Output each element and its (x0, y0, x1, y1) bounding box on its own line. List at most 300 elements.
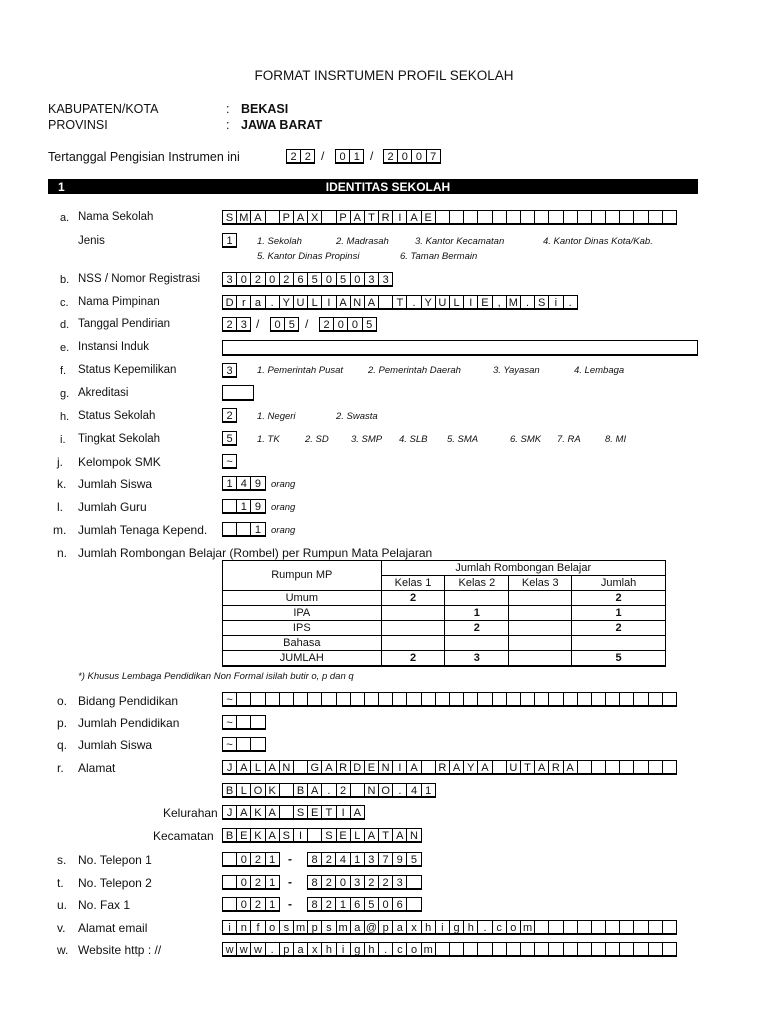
char-cell[interactable]: B (222, 828, 237, 843)
char-cell[interactable]: . (265, 295, 280, 310)
char-cell[interactable]: 5 (284, 317, 299, 332)
char-cell[interactable] (222, 522, 237, 537)
char-cell[interactable] (406, 692, 421, 707)
char-cell[interactable] (336, 692, 351, 707)
char-cell[interactable] (591, 760, 606, 775)
char-cell[interactable]: 2 (279, 272, 294, 287)
char-cell[interactable]: 8 (307, 875, 322, 890)
char-cell[interactable]: 2 (383, 149, 398, 164)
char-cell[interactable]: L (250, 760, 265, 775)
char-cell[interactable]: A (236, 805, 251, 820)
char-cell[interactable]: s (321, 920, 336, 935)
telepon2-area-cells[interactable] (222, 875, 279, 890)
char-cell[interactable]: R (435, 760, 450, 775)
pendirian-year-cells[interactable] (319, 317, 376, 332)
telepon1-area-cells[interactable] (222, 852, 279, 867)
char-cell[interactable]: , (492, 295, 507, 310)
char-cell[interactable]: s (279, 920, 294, 935)
char-cell[interactable]: A (265, 828, 280, 843)
char-cell[interactable]: X (307, 210, 322, 225)
char-cell[interactable]: 3 (236, 317, 251, 332)
char-cell[interactable]: m (293, 920, 308, 935)
char-cell[interactable] (662, 692, 677, 707)
char-cell[interactable]: D (222, 295, 237, 310)
char-cell[interactable] (435, 942, 450, 957)
char-cell[interactable]: i (548, 295, 563, 310)
char-cell[interactable]: A (364, 828, 379, 843)
char-cell[interactable]: E (236, 828, 251, 843)
char-cell[interactable] (378, 295, 393, 310)
char-cell[interactable]: . (378, 942, 393, 957)
char-cell[interactable]: r (236, 295, 251, 310)
char-cell[interactable] (605, 942, 620, 957)
char-cell[interactable] (520, 210, 535, 225)
char-cell[interactable] (378, 692, 393, 707)
char-cell[interactable]: 5 (362, 317, 377, 332)
char-cell[interactable]: S (279, 828, 294, 843)
char-cell[interactable]: @ (364, 920, 379, 935)
char-cell[interactable] (449, 210, 464, 225)
pendirian-month-cells[interactable] (270, 317, 298, 332)
char-cell[interactable] (477, 942, 492, 957)
char-cell[interactable] (392, 692, 407, 707)
char-cell[interactable] (236, 715, 251, 730)
char-cell[interactable]: 2 (250, 897, 265, 912)
char-cell[interactable]: 5 (406, 852, 421, 867)
char-cell[interactable]: i (222, 920, 237, 935)
char-cell[interactable]: L (307, 295, 322, 310)
char-cell[interactable] (350, 692, 365, 707)
char-cell[interactable]: K (265, 783, 280, 798)
char-cell[interactable]: K (250, 805, 265, 820)
char-cell[interactable]: 0 (350, 272, 365, 287)
char-cell[interactable]: R (336, 760, 351, 775)
tanggal-day-cells[interactable] (286, 149, 314, 164)
char-cell[interactable] (421, 692, 436, 707)
char-cell[interactable] (250, 692, 265, 707)
char-cell[interactable] (435, 210, 450, 225)
char-cell[interactable]: Y (463, 760, 478, 775)
char-cell[interactable]: h (421, 920, 436, 935)
tenaga-kepend-cells[interactable] (222, 522, 265, 537)
char-cell[interactable]: I (463, 295, 478, 310)
char-cell[interactable] (492, 692, 507, 707)
char-cell[interactable] (577, 760, 592, 775)
char-cell[interactable]: 1 (349, 149, 364, 164)
char-cell[interactable] (591, 692, 606, 707)
char-cell[interactable] (548, 210, 563, 225)
char-cell[interactable]: 3 (378, 272, 393, 287)
telepon2-number-cells[interactable] (307, 875, 421, 890)
char-cell[interactable]: 5 (222, 431, 237, 446)
char-cell[interactable] (563, 942, 578, 957)
char-cell[interactable]: L (236, 783, 251, 798)
char-cell[interactable]: A (534, 760, 549, 775)
char-cell[interactable] (222, 852, 237, 867)
char-cell[interactable]: S (321, 828, 336, 843)
char-cell[interactable]: h (463, 920, 478, 935)
char-cell[interactable]: 8 (307, 852, 322, 867)
char-cell[interactable] (563, 692, 578, 707)
char-cell[interactable] (463, 210, 478, 225)
char-cell[interactable]: 1 (250, 522, 265, 537)
char-cell[interactable] (477, 210, 492, 225)
char-cell[interactable]: 1 (222, 476, 237, 491)
char-cell[interactable]: A (293, 210, 308, 225)
char-cell[interactable]: 3 (364, 272, 379, 287)
char-cell[interactable]: . (321, 783, 336, 798)
char-cell[interactable] (633, 760, 648, 775)
char-cell[interactable]: n (236, 920, 251, 935)
char-cell[interactable] (265, 210, 280, 225)
char-cell[interactable]: x (406, 920, 421, 935)
char-cell[interactable]: I (336, 805, 351, 820)
char-cell[interactable]: A (336, 295, 351, 310)
char-cell[interactable]: 3 (350, 875, 365, 890)
char-cell[interactable]: 6 (350, 897, 365, 912)
char-cell[interactable]: . (520, 295, 535, 310)
char-cell[interactable] (591, 920, 606, 935)
char-cell[interactable]: c (492, 920, 507, 935)
char-cell[interactable]: 2 (319, 317, 334, 332)
website-cells[interactable] (222, 942, 676, 957)
char-cell[interactable]: K (250, 828, 265, 843)
char-cell[interactable]: E (477, 295, 492, 310)
char-cell[interactable]: 1 (350, 852, 365, 867)
char-cell[interactable] (563, 210, 578, 225)
char-cell[interactable]: U (435, 295, 450, 310)
char-cell[interactable]: A (392, 828, 407, 843)
char-cell[interactable]: 0 (411, 149, 426, 164)
char-cell[interactable]: 7 (426, 149, 441, 164)
char-cell[interactable] (293, 692, 308, 707)
char-cell[interactable]: E (336, 828, 351, 843)
char-cell[interactable]: G (307, 760, 322, 775)
char-cell[interactable]: N (364, 783, 379, 798)
char-cell[interactable] (506, 942, 521, 957)
char-cell[interactable] (548, 692, 563, 707)
char-cell[interactable] (307, 692, 322, 707)
char-cell[interactable]: 4 (335, 852, 350, 867)
char-cell[interactable] (250, 715, 265, 730)
char-cell[interactable] (648, 942, 663, 957)
char-cell[interactable]: A (307, 783, 322, 798)
char-cell[interactable] (548, 920, 563, 935)
char-cell[interactable]: T (321, 805, 336, 820)
char-cell[interactable]: E (307, 805, 322, 820)
char-cell[interactable]: 0 (335, 875, 350, 890)
tanggal-month-cells[interactable] (335, 149, 363, 164)
char-cell[interactable] (534, 692, 549, 707)
char-cell[interactable]: 3 (392, 875, 407, 890)
char-cell[interactable]: 0 (270, 317, 285, 332)
char-cell[interactable] (534, 210, 549, 225)
char-cell[interactable]: c (392, 942, 407, 957)
telepon1-number-cells[interactable] (307, 852, 421, 867)
char-cell[interactable]: T (392, 295, 407, 310)
char-cell[interactable] (435, 692, 450, 707)
instansi-input[interactable] (222, 340, 698, 356)
char-cell[interactable] (577, 692, 592, 707)
char-cell[interactable]: ~ (222, 715, 237, 730)
char-cell[interactable]: U (293, 295, 308, 310)
char-cell[interactable] (648, 210, 663, 225)
char-cell[interactable]: 2 (321, 897, 336, 912)
char-cell[interactable] (506, 210, 521, 225)
char-cell[interactable]: I (392, 760, 407, 775)
char-cell[interactable] (321, 692, 336, 707)
char-cell[interactable]: Y (421, 295, 436, 310)
char-cell[interactable] (236, 737, 251, 752)
char-cell[interactable]: A (265, 760, 280, 775)
char-cell[interactable] (648, 920, 663, 935)
char-cell[interactable]: A (265, 805, 280, 820)
char-cell[interactable]: p (378, 920, 393, 935)
char-cell[interactable]: E (421, 210, 436, 225)
char-cell[interactable]: 2 (321, 875, 336, 890)
char-cell[interactable] (662, 942, 677, 957)
char-cell[interactable] (605, 692, 620, 707)
char-cell[interactable]: m (421, 942, 436, 957)
char-cell[interactable]: . (392, 783, 407, 798)
char-cell[interactable]: 2 (222, 317, 237, 332)
char-cell[interactable] (662, 760, 677, 775)
kelurahan-cells[interactable] (222, 805, 364, 820)
char-cell[interactable] (534, 942, 549, 957)
char-cell[interactable]: f (250, 920, 265, 935)
char-cell[interactable]: J (222, 760, 237, 775)
char-cell[interactable] (619, 210, 634, 225)
char-cell[interactable]: N (378, 760, 393, 775)
char-cell[interactable]: o (406, 942, 421, 957)
char-cell[interactable] (350, 783, 365, 798)
char-cell[interactable]: A (406, 210, 421, 225)
char-cell[interactable]: i (336, 942, 351, 957)
char-cell[interactable]: w (236, 942, 251, 957)
char-cell[interactable]: h (321, 942, 336, 957)
char-cell[interactable]: 0 (378, 897, 393, 912)
email-cells[interactable] (222, 920, 676, 935)
char-cell[interactable] (222, 875, 237, 890)
char-cell[interactable]: M (506, 295, 521, 310)
char-cell[interactable] (648, 760, 663, 775)
char-cell[interactable]: 2 (336, 783, 351, 798)
char-cell[interactable]: 2 (250, 875, 265, 890)
char-cell[interactable] (279, 805, 294, 820)
char-cell[interactable]: R (378, 210, 393, 225)
char-cell[interactable] (591, 210, 606, 225)
char-cell[interactable]: . (563, 295, 578, 310)
char-cell[interactable]: T (364, 210, 379, 225)
char-cell[interactable]: i (435, 920, 450, 935)
char-cell[interactable]: A (321, 760, 336, 775)
tanggal-year-cells[interactable] (383, 149, 440, 164)
char-cell[interactable] (449, 692, 464, 707)
alamat-line2-cells[interactable] (222, 783, 435, 798)
char-cell[interactable]: . (265, 942, 280, 957)
char-cell[interactable]: m (520, 920, 535, 935)
char-cell[interactable]: N (350, 295, 365, 310)
char-cell[interactable] (307, 828, 322, 843)
char-cell[interactable] (591, 942, 606, 957)
jenis-cell[interactable] (222, 233, 236, 248)
char-cell[interactable]: 0 (236, 852, 251, 867)
char-cell[interactable] (364, 692, 379, 707)
char-cell[interactable]: o (506, 920, 521, 935)
char-cell[interactable]: 2 (378, 875, 393, 890)
char-cell[interactable]: 0 (236, 875, 251, 890)
char-cell[interactable]: o (265, 920, 280, 935)
char-cell[interactable]: 2 (321, 852, 336, 867)
char-cell[interactable] (619, 942, 634, 957)
char-cell[interactable]: 1 (265, 852, 280, 867)
char-cell[interactable]: a (350, 920, 365, 935)
char-cell[interactable]: 6 (293, 272, 308, 287)
char-cell[interactable]: 9 (250, 476, 265, 491)
char-cell[interactable]: 2 (300, 149, 315, 164)
char-cell[interactable]: L (350, 828, 365, 843)
char-cell[interactable]: . (477, 920, 492, 935)
char-cell[interactable]: a (392, 920, 407, 935)
char-cell[interactable] (492, 760, 507, 775)
char-cell[interactable]: ~ (222, 692, 237, 707)
char-cell[interactable] (520, 692, 535, 707)
char-cell[interactable] (492, 942, 507, 957)
char-cell[interactable]: h (364, 942, 379, 957)
kepemilikan-cell[interactable] (222, 363, 236, 378)
tingkat-cell[interactable] (222, 431, 236, 446)
char-cell[interactable]: 3 (222, 272, 237, 287)
char-cell[interactable]: S (534, 295, 549, 310)
jumlah-pendidikan-cells[interactable] (222, 715, 265, 730)
char-cell[interactable] (577, 920, 592, 935)
char-cell[interactable]: I (392, 210, 407, 225)
char-cell[interactable]: A (236, 760, 251, 775)
alamat-line1-cells[interactable] (222, 760, 676, 775)
char-cell[interactable]: U (506, 760, 521, 775)
char-cell[interactable] (619, 760, 634, 775)
char-cell[interactable]: 2 (250, 852, 265, 867)
char-cell[interactable] (648, 692, 663, 707)
char-cell[interactable]: p (307, 920, 322, 935)
char-cell[interactable] (449, 942, 464, 957)
char-cell[interactable]: I (321, 295, 336, 310)
nss-cells[interactable] (222, 272, 392, 287)
char-cell[interactable]: O (250, 783, 265, 798)
char-cell[interactable]: R (548, 760, 563, 775)
akreditasi-input[interactable] (222, 385, 254, 401)
char-cell[interactable] (605, 210, 620, 225)
char-cell[interactable]: 3 (222, 363, 237, 378)
char-cell[interactable]: 2 (364, 875, 379, 890)
char-cell[interactable]: g (350, 942, 365, 957)
char-cell[interactable]: ~ (222, 454, 237, 469)
char-cell[interactable]: 0 (333, 317, 348, 332)
char-cell[interactable]: w (222, 942, 237, 957)
char-cell[interactable]: 5 (364, 897, 379, 912)
char-cell[interactable]: 1 (236, 499, 251, 514)
char-cell[interactable]: B (293, 783, 308, 798)
nama-sekolah-cells[interactable] (222, 210, 676, 225)
char-cell[interactable]: 0 (321, 272, 336, 287)
char-cell[interactable]: ~ (222, 737, 237, 752)
char-cell[interactable] (421, 760, 436, 775)
char-cell[interactable]: N (406, 828, 421, 843)
jumlah-guru-cells[interactable] (222, 499, 265, 514)
char-cell[interactable]: 1 (222, 233, 237, 248)
char-cell[interactable]: T (378, 828, 393, 843)
char-cell[interactable]: 1 (335, 897, 350, 912)
char-cell[interactable] (633, 920, 648, 935)
kecamatan-cells[interactable] (222, 828, 421, 843)
char-cell[interactable] (633, 210, 648, 225)
char-cell[interactable]: 5 (307, 272, 322, 287)
char-cell[interactable] (463, 692, 478, 707)
char-cell[interactable]: 1 (265, 897, 280, 912)
char-cell[interactable]: T (520, 760, 535, 775)
char-cell[interactable] (250, 737, 265, 752)
char-cell[interactable]: S (293, 805, 308, 820)
char-cell[interactable]: N (279, 760, 294, 775)
char-cell[interactable] (406, 897, 421, 912)
char-cell[interactable] (222, 499, 237, 514)
char-cell[interactable] (293, 760, 308, 775)
char-cell[interactable] (662, 920, 677, 935)
char-cell[interactable] (520, 942, 535, 957)
char-cell[interactable]: P (279, 210, 294, 225)
char-cell[interactable]: L (449, 295, 464, 310)
char-cell[interactable] (492, 210, 507, 225)
char-cell[interactable] (406, 875, 421, 890)
char-cell[interactable]: A (406, 760, 421, 775)
char-cell[interactable]: 9 (250, 499, 265, 514)
char-cell[interactable] (633, 692, 648, 707)
char-cell[interactable]: J (222, 805, 237, 820)
bidang-pendidikan-cells[interactable] (222, 692, 676, 707)
char-cell[interactable]: 9 (392, 852, 407, 867)
fax-number-cells[interactable] (307, 897, 421, 912)
char-cell[interactable] (265, 692, 280, 707)
char-cell[interactable] (563, 920, 578, 935)
char-cell[interactable]: . (406, 295, 421, 310)
char-cell[interactable]: 0 (397, 149, 412, 164)
char-cell[interactable]: m (336, 920, 351, 935)
char-cell[interactable]: 2 (222, 408, 237, 423)
jumlah-siswa-cells[interactable] (222, 476, 265, 491)
char-cell[interactable] (279, 692, 294, 707)
kelompok-smk-cell[interactable] (222, 454, 236, 469)
char-cell[interactable]: 0 (347, 317, 362, 332)
char-cell[interactable] (477, 692, 492, 707)
char-cell[interactable] (534, 920, 549, 935)
char-cell[interactable]: 4 (236, 476, 251, 491)
pimpinan-cells[interactable] (222, 295, 577, 310)
char-cell[interactable]: a (293, 942, 308, 957)
char-cell[interactable]: 7 (378, 852, 393, 867)
char-cell[interactable] (236, 522, 251, 537)
char-cell[interactable] (662, 210, 677, 225)
char-cell[interactable] (577, 210, 592, 225)
char-cell[interactable] (577, 942, 592, 957)
char-cell[interactable] (605, 760, 620, 775)
char-cell[interactable] (236, 692, 251, 707)
char-cell[interactable] (463, 942, 478, 957)
char-cell[interactable] (548, 942, 563, 957)
char-cell[interactable]: p (279, 942, 294, 957)
char-cell[interactable] (279, 783, 294, 798)
char-cell[interactable]: M (236, 210, 251, 225)
char-cell[interactable]: 1 (265, 875, 280, 890)
